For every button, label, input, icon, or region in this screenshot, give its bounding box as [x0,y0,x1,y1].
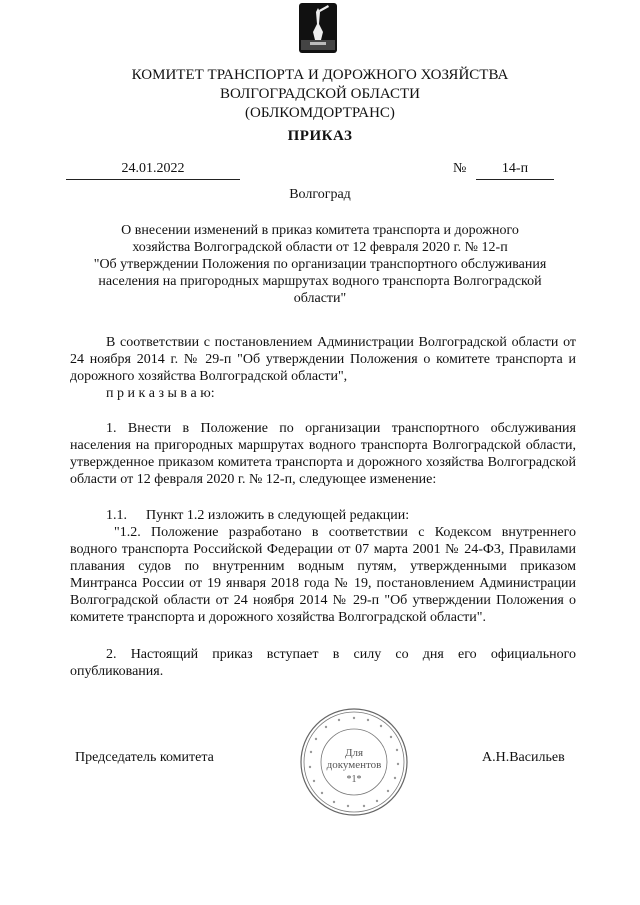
order-word: п р и к а з ы в а ю: [106,386,215,401]
stamp-line-2: документов [326,759,382,771]
official-stamp [298,706,410,818]
org-line-3: (ОБЛКОМДОРТРАНС) [245,105,395,121]
item-2-paragraph: 2. Настоящий приказ вступает в силу со дня его официального опубликования. [70,647,576,679]
signatory-name: А.Н.Васильев [482,750,565,765]
subject-line: хозяйства Волгоградской области от 12 февраля 2020 г. № 12-п [132,240,508,255]
document-date: 24.01.2022 [66,160,240,180]
quoted-clause: "1.2. Положение разработано в соответствии с Кодексом внутреннего водного транспорта Российской Федерации от 07 марта 2001 № 24-ФЗ, Правилами плавания судов по внутренним водным путям, утвержденными приказом Минтранса России от 19 января 2018 года № 19, постановлением Администрации Волгоградской области от 24 ноября 2014 № 29-п "Об утверждении Положения о комитете транспорта и дорожного хозяйства Волгоградской области". [70,525,576,625]
subject-line: населения на пригородных маршрутах водного транспорта Волгоградской [98,274,542,289]
number-sign: № [453,161,467,176]
preamble-paragraph: В соответствии с постановлением Администрации Волгоградской области от 24 ноября 2014 г. № 29-п "Об утверждении Положения о комитете транспорта и дорожного хозяйства Волгоградской области", [70,335,576,384]
subject-line: области" [293,291,347,306]
subject-line: О внесении изменений в приказ комитета транспорта и дорожного [121,223,519,238]
org-line-1: КОМИТЕТ ТРАНСПОРТА И ДОРОЖНОГО ХОЗЯЙСТВА [131,67,509,83]
document-subject [60,222,580,307]
item-1-1-text: Пункт 1.2 изложить в следующей редакции: [146,508,410,523]
subject-line: "Об утверждении Положения по организации транспортного обслуживания [93,257,547,272]
city: Волгоград [289,187,351,202]
org-line-2: ВОЛГОГРАДСКОЙ ОБЛАСТИ [220,86,420,102]
coat-of-arms-emblem [298,2,338,54]
item-1-paragraph: 1. Внести в Положение по организации транспортного обслуживания населения на пригородных маршрутах водного транспорта Волгоградской области, утвержденное приказом комитета транспорта и дорожного хозяйства Волгоградской области от 12 февраля 2020 г. № 12-п, следующее изменение: [70,421,576,487]
item-1-1-number: 1.1. [106,508,127,523]
stamp-line-1: Для [344,747,364,759]
document-number: 14-п [476,160,554,180]
signatory-position: Председатель комитета [75,750,214,765]
document-type: ПРИКАЗ [287,128,353,144]
stamp-line-3: *1* [346,774,362,785]
organization-name [0,66,640,123]
